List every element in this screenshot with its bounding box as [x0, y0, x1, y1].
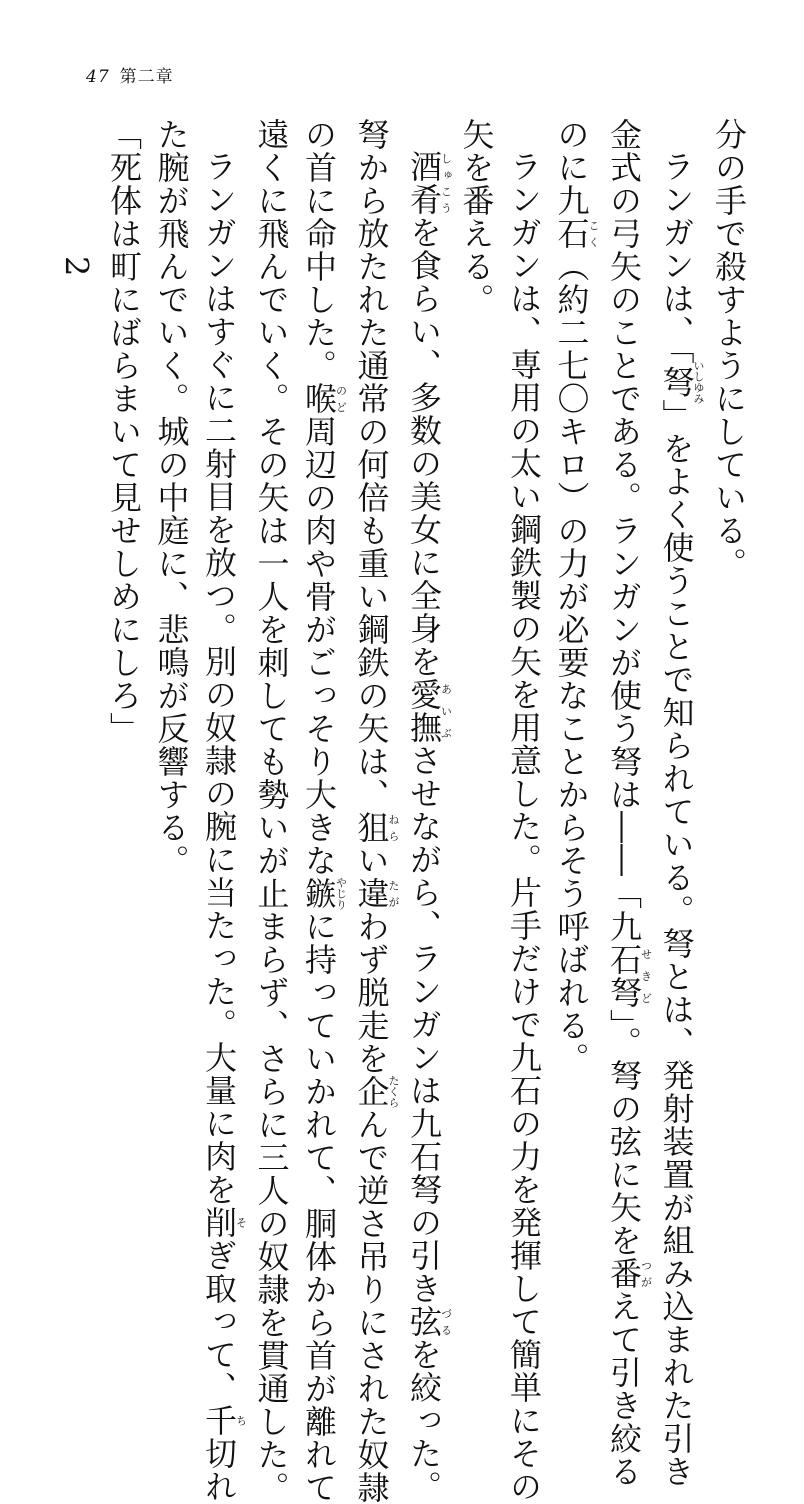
text-line: [0, 118, 5, 1178]
ruby-text: 酒肴しゅこう: [405, 150, 453, 216]
text-run: い: [352, 844, 391, 877]
text-run: 弩から放たれた通常の何倍も重い鋼鉄の矢は、: [352, 118, 391, 811]
text-run: 遠くに飛んでいく。その矢は一人を刺しても勢いが止まらず、さらに三人の奴隷を貫通した。: [252, 118, 291, 1504]
text-run: させながら、ランガンは九石弩の引き: [405, 744, 443, 1305]
text-line: [295, 118, 348, 1504]
text-line: [600, 118, 653, 1488]
text-run: ランガンは、専用の太い鋼鉄製の矢を用意した。: [505, 150, 543, 876]
text-run: [0, 150, 1, 975]
ruby-text: 弩いしゆみ: [657, 360, 705, 404]
text-run: んで逆さ吊りにされた奴隷: [352, 1108, 391, 1504]
text-line: [100, 118, 148, 1178]
text-run: 片手だけで九石の力を発揮して簡単にその: [505, 876, 543, 1503]
text-line: [347, 118, 400, 1504]
text-run: の首に命中した。: [300, 118, 338, 382]
running-head: [86, 62, 174, 87]
ruby-text: 喉のど: [300, 382, 348, 415]
text-line: [400, 118, 453, 1503]
text-run: （約二七〇キロ）の力が必要なことからそう呼ばれる。: [552, 250, 591, 1075]
text-run: 弩の弦に矢を: [605, 1059, 643, 1257]
ruby-text: 企たくら: [352, 1075, 400, 1108]
ruby-text: 番つが: [605, 1257, 653, 1290]
ruby-text: 愛撫あいぶ: [405, 678, 453, 744]
text-line: [147, 118, 195, 1178]
text-line: [547, 118, 600, 1178]
ruby-text: 石弩せきど: [605, 943, 653, 1009]
chapter-title: 第二章: [119, 67, 174, 87]
text-line: [500, 118, 548, 1503]
text-line: [195, 118, 248, 1503]
text-run: 発射装置が組み込まれた引き: [657, 1059, 696, 1488]
ruby-text: 違たが: [352, 877, 400, 910]
ruby-text: 石こく: [552, 217, 600, 250]
text-line: [247, 118, 295, 1504]
text-run: のに九: [552, 118, 591, 217]
ruby-text: 千ち: [200, 1404, 248, 1437]
text-run: を食らい、多数の美女に全身を: [405, 216, 443, 678]
text-run: ぎ取って、: [200, 1239, 238, 1404]
text-run: を絞った。: [405, 1338, 443, 1503]
text-run: ランガンはすぐに二射目を放つ。別の奴隷の腕に当たった。大量に肉を: [200, 150, 238, 1206]
body-text: [0, 118, 752, 1504]
ruby-text: 削そ: [200, 1206, 248, 1239]
text-line: [705, 118, 753, 1178]
ruby-text: 狙ねら: [352, 811, 400, 844]
text-line: [652, 118, 705, 1488]
text-run: 矢を番える。: [457, 118, 496, 316]
text-run: わず脱走を: [352, 910, 391, 1075]
text-run: 「死体は町にばらまいて見せしめにしろ」: [105, 118, 143, 745]
ruby-text: 鏃やじり: [300, 877, 348, 910]
text-run: ランガンは、「: [657, 150, 696, 365]
text-run: えて引き絞る: [605, 1290, 643, 1488]
text-run: 」。: [605, 1009, 643, 1059]
text-run: 2: [57, 256, 96, 278]
text-run: 金式の弓矢のことである。ランガンが使う弩は――「九: [605, 118, 643, 943]
text-run: 」をよく使うことで知られている。弩とは、: [657, 399, 696, 1059]
text-run: 切れ: [200, 1437, 238, 1503]
text-run: 分の手で殺すようにしている。: [710, 118, 748, 580]
text-line: [452, 118, 500, 1178]
text-run: に持っていかれて、胴体から首が離れて: [300, 910, 338, 1504]
ruby-text: 弦づる: [405, 1305, 453, 1338]
text-run: た腕が飛んでいく。城の中庭に、悲鳴が反響する。: [152, 118, 191, 877]
section-number: [52, 118, 100, 1178]
page-number: 47: [86, 67, 110, 87]
text-run: 周辺の肉や骨がごっそり大きな: [300, 415, 338, 877]
